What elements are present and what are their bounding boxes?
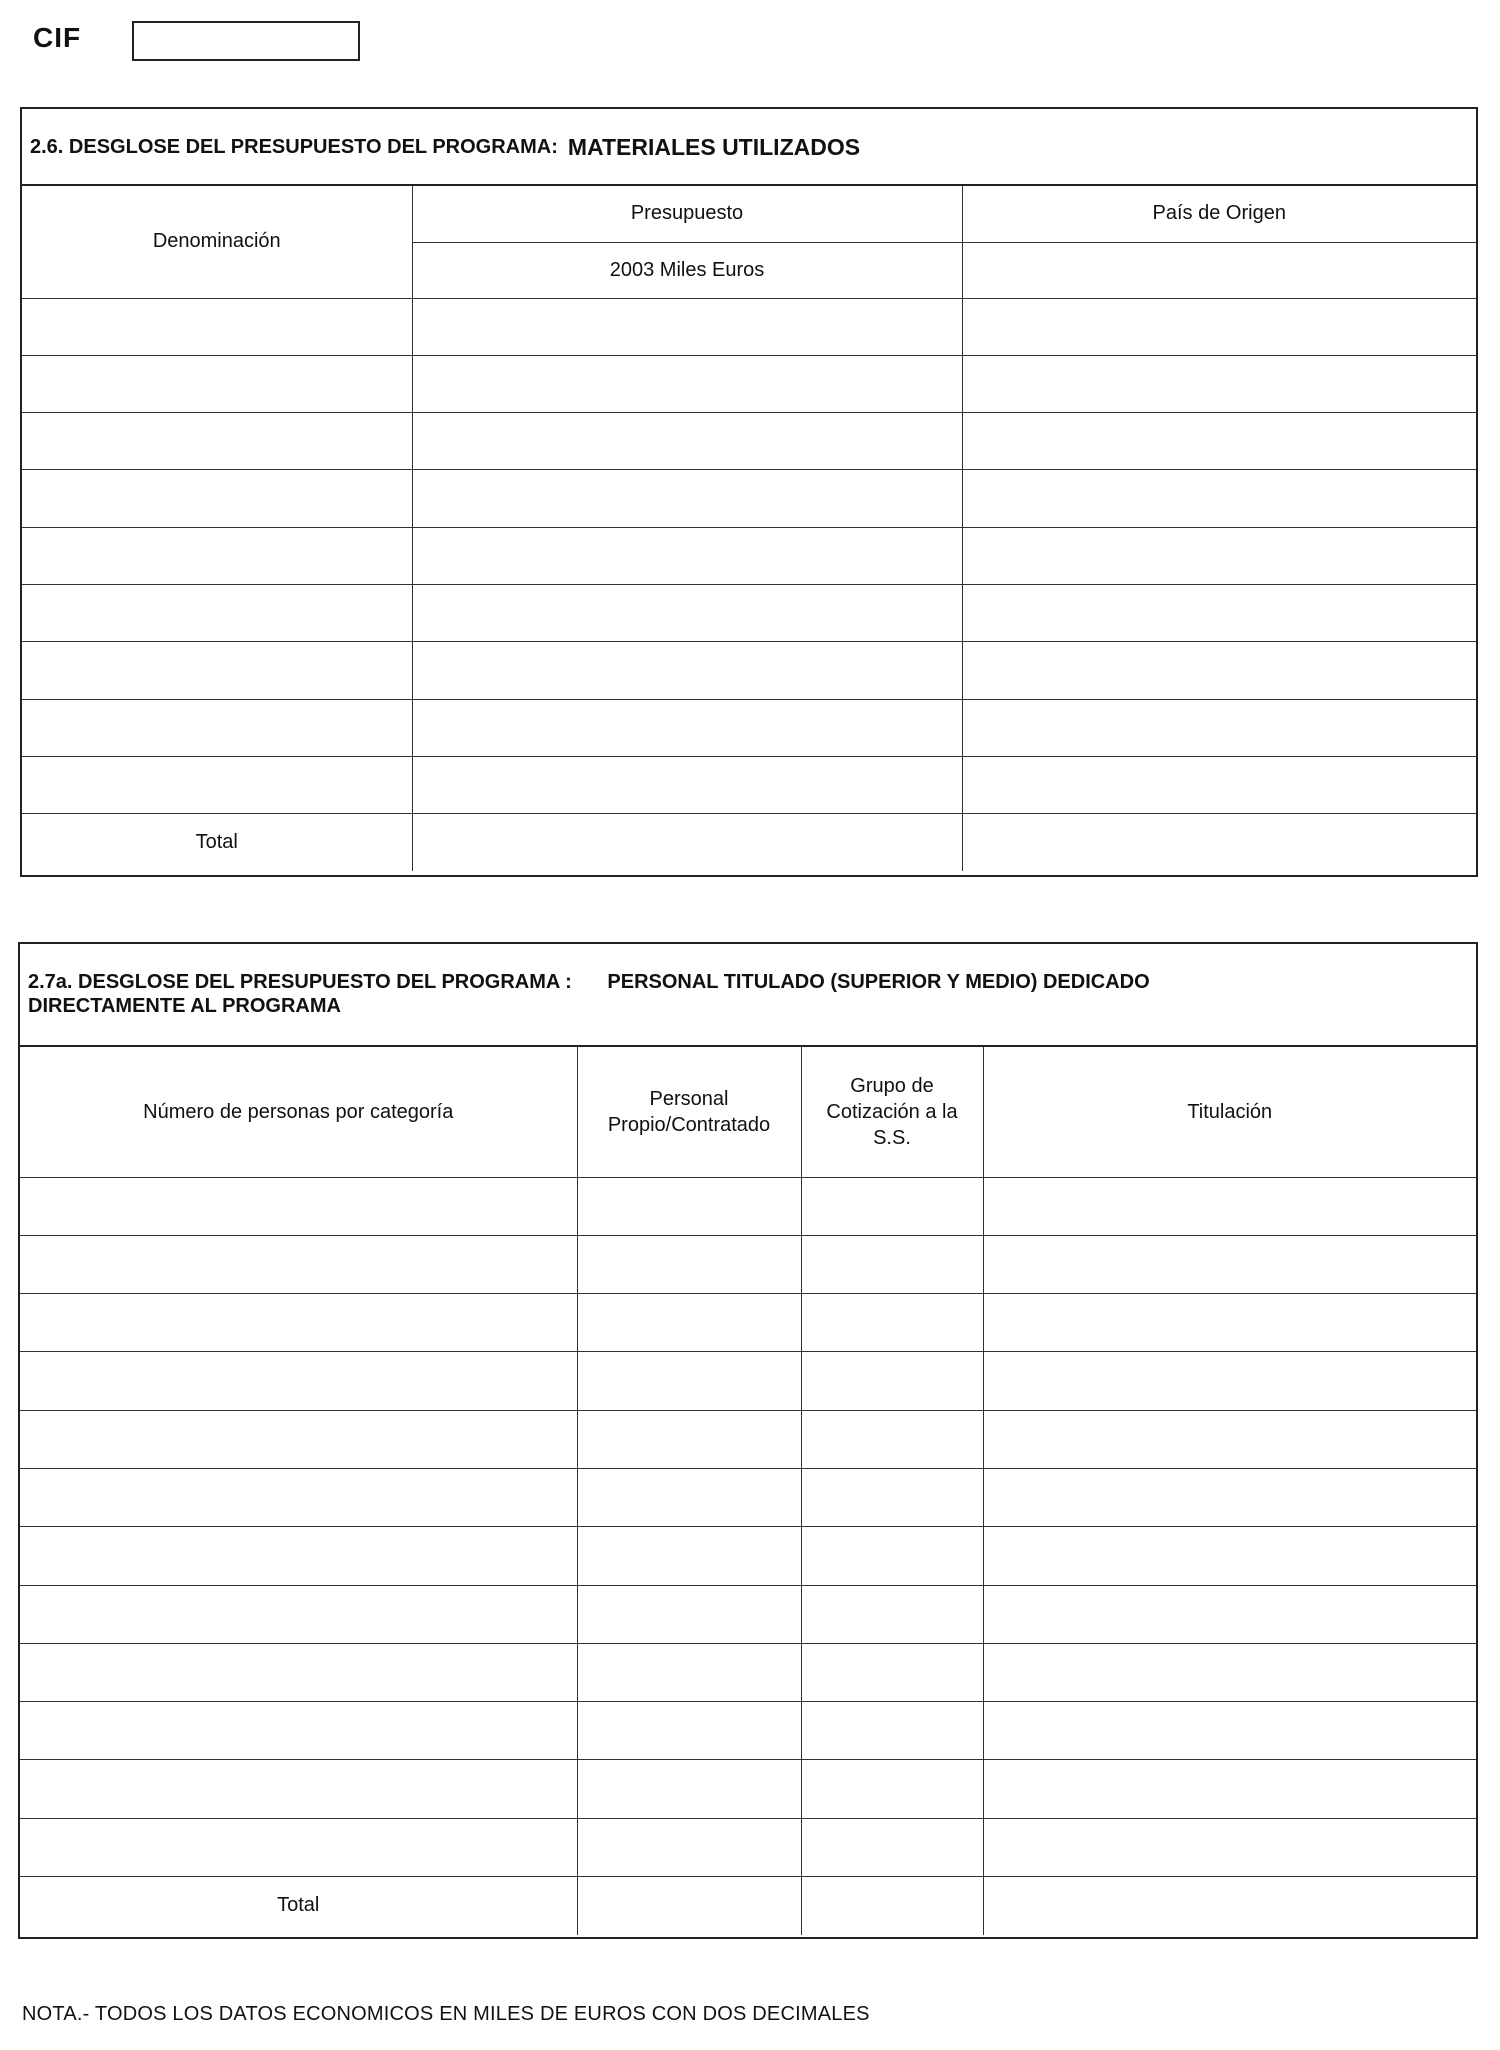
personal-section xyxy=(18,942,1478,1939)
total-titulacion-cell[interactable] xyxy=(983,1877,1476,1935)
personal-cell[interactable] xyxy=(577,1585,801,1643)
col-header-personal-line2: Propio/Contratado xyxy=(607,1113,771,1136)
table-row xyxy=(22,527,1476,584)
table-row xyxy=(22,584,1476,641)
grupo-cell[interactable] xyxy=(801,1468,983,1526)
personal-cell[interactable] xyxy=(577,1177,801,1235)
table-row xyxy=(20,1235,1476,1293)
denominacion-cell[interactable] xyxy=(22,699,412,756)
numero-cell[interactable] xyxy=(20,1177,577,1235)
col-header-pais: País de Origen xyxy=(962,186,1476,242)
titulacion-cell[interactable] xyxy=(983,1818,1476,1876)
grupo-cell[interactable] xyxy=(801,1585,983,1643)
cif-input[interactable] xyxy=(132,21,360,61)
presupuesto-cell[interactable] xyxy=(412,527,962,584)
personal-title-prefix: 2.7a. DESGLOSE DEL PRESUPUESTO DEL PROGRAMA : xyxy=(28,971,572,993)
total-row xyxy=(20,1877,1476,1935)
presupuesto-cell[interactable] xyxy=(412,642,962,699)
numero-cell[interactable] xyxy=(20,1410,577,1468)
table-row xyxy=(22,642,1476,699)
table-row xyxy=(20,1643,1476,1701)
materials-table xyxy=(22,186,1476,871)
numero-cell[interactable] xyxy=(20,1352,577,1410)
numero-cell[interactable] xyxy=(20,1643,577,1701)
grupo-cell[interactable] xyxy=(801,1818,983,1876)
total-label: Total xyxy=(22,814,412,871)
denominacion-cell[interactable] xyxy=(22,355,412,412)
materials-title-main: MATERIALES UTILIZADOS xyxy=(567,133,861,160)
numero-cell[interactable] xyxy=(20,1818,577,1876)
table-row xyxy=(20,1527,1476,1585)
numero-cell[interactable] xyxy=(20,1468,577,1526)
col-subheader-presupuesto: 2003 Miles Euros xyxy=(412,242,962,298)
table-row xyxy=(22,413,1476,470)
col-header-titulacion: Titulación xyxy=(983,1047,1476,1177)
grupo-cell[interactable] xyxy=(801,1527,983,1585)
materials-title-prefix: 2.6. DESGLOSE DEL PRESUPUESTO DEL PROGRAMA: xyxy=(30,135,558,158)
col-header-grupo-line2: Cotización a la xyxy=(826,1100,958,1123)
grupo-cell[interactable] xyxy=(801,1643,983,1701)
col-header-presupuesto: Presupuesto xyxy=(412,186,962,242)
personal-cell[interactable] xyxy=(577,1410,801,1468)
denominacion-cell[interactable] xyxy=(22,413,412,470)
titulacion-cell[interactable] xyxy=(983,1760,1476,1818)
table-row xyxy=(20,1585,1476,1643)
personal-cell[interactable] xyxy=(577,1818,801,1876)
denominacion-cell[interactable] xyxy=(22,642,412,699)
personal-cell[interactable] xyxy=(577,1235,801,1293)
denominacion-cell[interactable] xyxy=(22,756,412,813)
grupo-cell[interactable] xyxy=(801,1760,983,1818)
pais-cell[interactable] xyxy=(962,756,1476,813)
pais-cell[interactable] xyxy=(962,642,1476,699)
pais-cell[interactable] xyxy=(962,470,1476,527)
table-row xyxy=(20,1352,1476,1410)
col-header-personal xyxy=(577,1047,801,1177)
col-header-grupo-line1: Grupo de xyxy=(850,1074,934,1097)
grupo-cell[interactable] xyxy=(801,1177,983,1235)
col-subheader-pais-blank xyxy=(962,242,1476,298)
grupo-cell[interactable] xyxy=(801,1235,983,1293)
grupo-cell[interactable] xyxy=(801,1352,983,1410)
titulacion-cell[interactable] xyxy=(983,1468,1476,1526)
personal-title-main: PERSONAL TITULADO (SUPERIOR Y MEDIO) DEDICADO xyxy=(607,971,1150,993)
table-row xyxy=(20,1177,1476,1235)
table-row xyxy=(20,1294,1476,1352)
numero-cell[interactable] xyxy=(20,1527,577,1585)
table-row xyxy=(20,1760,1476,1818)
col-header-numero: Número de personas por categoría xyxy=(20,1047,577,1177)
denominacion-cell[interactable] xyxy=(22,584,412,641)
total-row xyxy=(22,814,1476,871)
titulacion-cell[interactable] xyxy=(983,1410,1476,1468)
col-header-personal-line1: Personal xyxy=(649,1087,729,1110)
table-row xyxy=(22,699,1476,756)
grupo-cell[interactable] xyxy=(801,1294,983,1352)
table-row xyxy=(20,1818,1476,1876)
titulacion-cell[interactable] xyxy=(983,1235,1476,1293)
total-presupuesto-cell[interactable] xyxy=(412,814,962,871)
personal-cell[interactable] xyxy=(577,1760,801,1818)
pais-cell[interactable] xyxy=(962,355,1476,412)
denominacion-cell[interactable] xyxy=(22,470,412,527)
presupuesto-cell[interactable] xyxy=(412,584,962,641)
titulacion-cell[interactable] xyxy=(983,1177,1476,1235)
titulacion-cell[interactable] xyxy=(983,1294,1476,1352)
presupuesto-cell[interactable] xyxy=(412,470,962,527)
table-row xyxy=(20,1410,1476,1468)
personal-title-line2: DIRECTAMENTE AL PROGRAMA xyxy=(28,995,341,1017)
titulacion-cell[interactable] xyxy=(983,1585,1476,1643)
personal-cell[interactable] xyxy=(577,1643,801,1701)
total-grupo-cell[interactable] xyxy=(801,1877,983,1935)
personal-section-title xyxy=(20,944,1476,1047)
titulacion-cell[interactable] xyxy=(983,1702,1476,1760)
table-row xyxy=(22,298,1476,355)
materials-section xyxy=(20,107,1478,877)
col-header-grupo xyxy=(801,1047,983,1177)
numero-cell[interactable] xyxy=(20,1585,577,1643)
table-row xyxy=(22,355,1476,412)
pais-cell[interactable] xyxy=(962,527,1476,584)
footer-note: NOTA.- TODOS LOS DATOS ECONOMICOS EN MILES DE EUROS CON DOS DECIMALES xyxy=(22,2003,870,2025)
pais-cell[interactable] xyxy=(962,584,1476,641)
presupuesto-cell[interactable] xyxy=(412,413,962,470)
personal-cell[interactable] xyxy=(577,1527,801,1585)
personal-cell[interactable] xyxy=(577,1468,801,1526)
table-row xyxy=(20,1468,1476,1526)
presupuesto-cell[interactable] xyxy=(412,699,962,756)
numero-cell[interactable] xyxy=(20,1760,577,1818)
table-row xyxy=(22,470,1476,527)
presupuesto-cell[interactable] xyxy=(412,355,962,412)
pais-cell[interactable] xyxy=(962,413,1476,470)
total-label: Total xyxy=(20,1877,577,1935)
table-row xyxy=(22,756,1476,813)
total-personal-cell[interactable] xyxy=(577,1877,801,1935)
grupo-cell[interactable] xyxy=(801,1410,983,1468)
presupuesto-cell[interactable] xyxy=(412,298,962,355)
materials-section-title xyxy=(22,109,1476,186)
col-header-denominacion: Denominación xyxy=(22,186,412,298)
table-row xyxy=(20,1702,1476,1760)
presupuesto-cell[interactable] xyxy=(412,756,962,813)
pais-cell[interactable] xyxy=(962,699,1476,756)
denominacion-cell[interactable] xyxy=(22,527,412,584)
total-pais-cell[interactable] xyxy=(962,814,1476,871)
denominacion-cell[interactable] xyxy=(22,298,412,355)
personal-cell[interactable] xyxy=(577,1294,801,1352)
titulacion-cell[interactable] xyxy=(983,1352,1476,1410)
cif-label: CIF xyxy=(33,22,82,53)
grupo-cell[interactable] xyxy=(801,1702,983,1760)
numero-cell[interactable] xyxy=(20,1702,577,1760)
personal-cell[interactable] xyxy=(577,1702,801,1760)
col-header-grupo-line3: S.S. xyxy=(873,1126,911,1149)
numero-cell[interactable] xyxy=(20,1294,577,1352)
personal-cell[interactable] xyxy=(577,1352,801,1410)
pais-cell[interactable] xyxy=(962,298,1476,355)
titulacion-cell[interactable] xyxy=(983,1643,1476,1701)
personal-table xyxy=(20,1047,1476,1935)
titulacion-cell[interactable] xyxy=(983,1527,1476,1585)
numero-cell[interactable] xyxy=(20,1235,577,1293)
